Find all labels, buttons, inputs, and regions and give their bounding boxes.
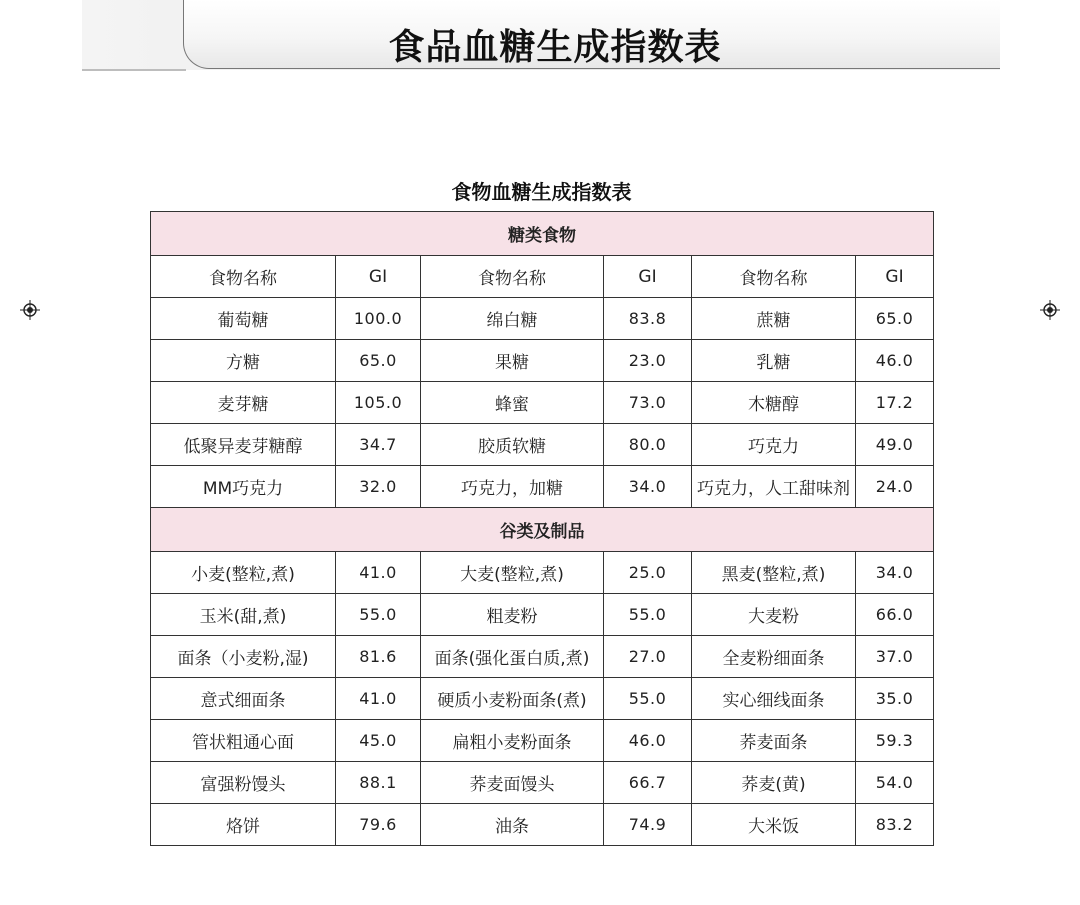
food-name-cell: 果糖 [421, 340, 604, 382]
table-row [151, 382, 934, 424]
food-name-cell: 乳糖 [692, 340, 856, 382]
section-title: 糖类食物 [151, 212, 934, 256]
column-header-gi: GI [336, 256, 421, 298]
food-name-cell: 荞麦面条 [692, 720, 856, 762]
header-banner-rule [82, 69, 186, 71]
food-name-cell: 木糖醇 [692, 382, 856, 424]
food-name-cell: 巧克力，人工甜味剂 [692, 466, 856, 508]
gi-value-cell: 35.0 [856, 678, 934, 720]
food-name-cell: 荞麦面馒头 [421, 762, 604, 804]
gi-value-cell: 73.0 [604, 382, 692, 424]
food-name-cell: 面条（小麦粉,湿) [151, 636, 336, 678]
gi-value-cell: 55.0 [336, 594, 421, 636]
gi-value-cell: 37.0 [856, 636, 934, 678]
gi-value-cell: 54.0 [856, 762, 934, 804]
section-header-row [151, 508, 934, 552]
table-row [151, 804, 934, 846]
section-title: 谷类及制品 [151, 508, 934, 552]
column-header-row [151, 256, 934, 298]
gi-value-cell: 105.0 [336, 382, 421, 424]
gi-value-cell: 66.0 [856, 594, 934, 636]
gi-value-cell: 80.0 [604, 424, 692, 466]
gi-value-cell: 74.9 [604, 804, 692, 846]
registration-mark-icon [1040, 300, 1060, 320]
food-name-cell: 玉米(甜,煮) [151, 594, 336, 636]
gi-value-cell: 25.0 [604, 552, 692, 594]
gi-value-cell: 34.7 [336, 424, 421, 466]
gi-value-cell: 46.0 [604, 720, 692, 762]
table-title: 食物血糖生成指数表 [451, 180, 632, 204]
registration-mark-icon [20, 300, 40, 320]
column-header-gi: GI [856, 256, 934, 298]
gi-value-cell: 17.2 [856, 382, 934, 424]
food-name-cell: 绵白糖 [421, 298, 604, 340]
food-name-cell: 实心细线面条 [692, 678, 856, 720]
table-row [151, 424, 934, 466]
food-name-cell: 胶质软糖 [421, 424, 604, 466]
gi-value-cell: 45.0 [336, 720, 421, 762]
table-row [151, 298, 934, 340]
food-name-cell: MM巧克力 [151, 466, 336, 508]
food-name-cell: 管状粗通心面 [151, 720, 336, 762]
gi-value-cell: 34.0 [604, 466, 692, 508]
gi-value-cell: 66.7 [604, 762, 692, 804]
section-header-row [151, 212, 934, 256]
food-name-cell: 葡萄糖 [151, 298, 336, 340]
food-name-cell: 巧克力 [692, 424, 856, 466]
food-name-cell: 扁粗小麦粉面条 [421, 720, 604, 762]
gi-value-cell: 88.1 [336, 762, 421, 804]
gi-value-cell: 46.0 [856, 340, 934, 382]
food-name-cell: 方糖 [151, 340, 336, 382]
column-header-food-name: 食物名称 [151, 256, 336, 298]
gi-value-cell: 83.8 [604, 298, 692, 340]
food-name-cell: 低聚异麦芽糖醇 [151, 424, 336, 466]
food-name-cell: 硬质小麦粉面条(煮) [421, 678, 604, 720]
gi-value-cell: 59.3 [856, 720, 934, 762]
gi-value-cell: 27.0 [604, 636, 692, 678]
table-row [151, 636, 934, 678]
food-name-cell: 油条 [421, 804, 604, 846]
food-name-cell: 小麦(整粒,煮) [151, 552, 336, 594]
page-title: 食品血糖生成指数表 [388, 26, 722, 68]
column-header-food-name: 食物名称 [421, 256, 604, 298]
column-header-food-name: 食物名称 [692, 256, 856, 298]
food-name-cell: 蔗糖 [692, 298, 856, 340]
gi-value-cell: 34.0 [856, 552, 934, 594]
table-row [151, 678, 934, 720]
table-row [151, 720, 934, 762]
food-name-cell: 粗麦粉 [421, 594, 604, 636]
column-header-gi: GI [604, 256, 692, 298]
food-name-cell: 大麦(整粒,煮) [421, 552, 604, 594]
food-name-cell: 蜂蜜 [421, 382, 604, 424]
table-row [151, 594, 934, 636]
gi-table [150, 211, 934, 846]
gi-value-cell: 83.2 [856, 804, 934, 846]
food-name-cell: 黑麦(整粒,煮) [692, 552, 856, 594]
food-name-cell: 全麦粉细面条 [692, 636, 856, 678]
gi-value-cell: 100.0 [336, 298, 421, 340]
table-row [151, 340, 934, 382]
gi-value-cell: 79.6 [336, 804, 421, 846]
gi-value-cell: 23.0 [604, 340, 692, 382]
gi-value-cell: 32.0 [336, 466, 421, 508]
food-name-cell: 巧克力，加糖 [421, 466, 604, 508]
gi-value-cell: 41.0 [336, 678, 421, 720]
food-name-cell: 烙饼 [151, 804, 336, 846]
food-name-cell: 富强粉馒头 [151, 762, 336, 804]
food-name-cell: 大米饭 [692, 804, 856, 846]
gi-table-body [151, 212, 934, 846]
food-name-cell: 面条(强化蛋白质,煮) [421, 636, 604, 678]
table-row [151, 552, 934, 594]
gi-value-cell: 24.0 [856, 466, 934, 508]
food-name-cell: 麦芽糖 [151, 382, 336, 424]
table-row [151, 762, 934, 804]
food-name-cell: 荞麦(黄) [692, 762, 856, 804]
food-name-cell: 意式细面条 [151, 678, 336, 720]
gi-value-cell: 41.0 [336, 552, 421, 594]
gi-value-cell: 65.0 [336, 340, 421, 382]
gi-value-cell: 55.0 [604, 594, 692, 636]
food-name-cell: 大麦粉 [692, 594, 856, 636]
gi-value-cell: 49.0 [856, 424, 934, 466]
gi-value-cell: 55.0 [604, 678, 692, 720]
gi-value-cell: 65.0 [856, 298, 934, 340]
gi-value-cell: 81.6 [336, 636, 421, 678]
table-row [151, 466, 934, 508]
